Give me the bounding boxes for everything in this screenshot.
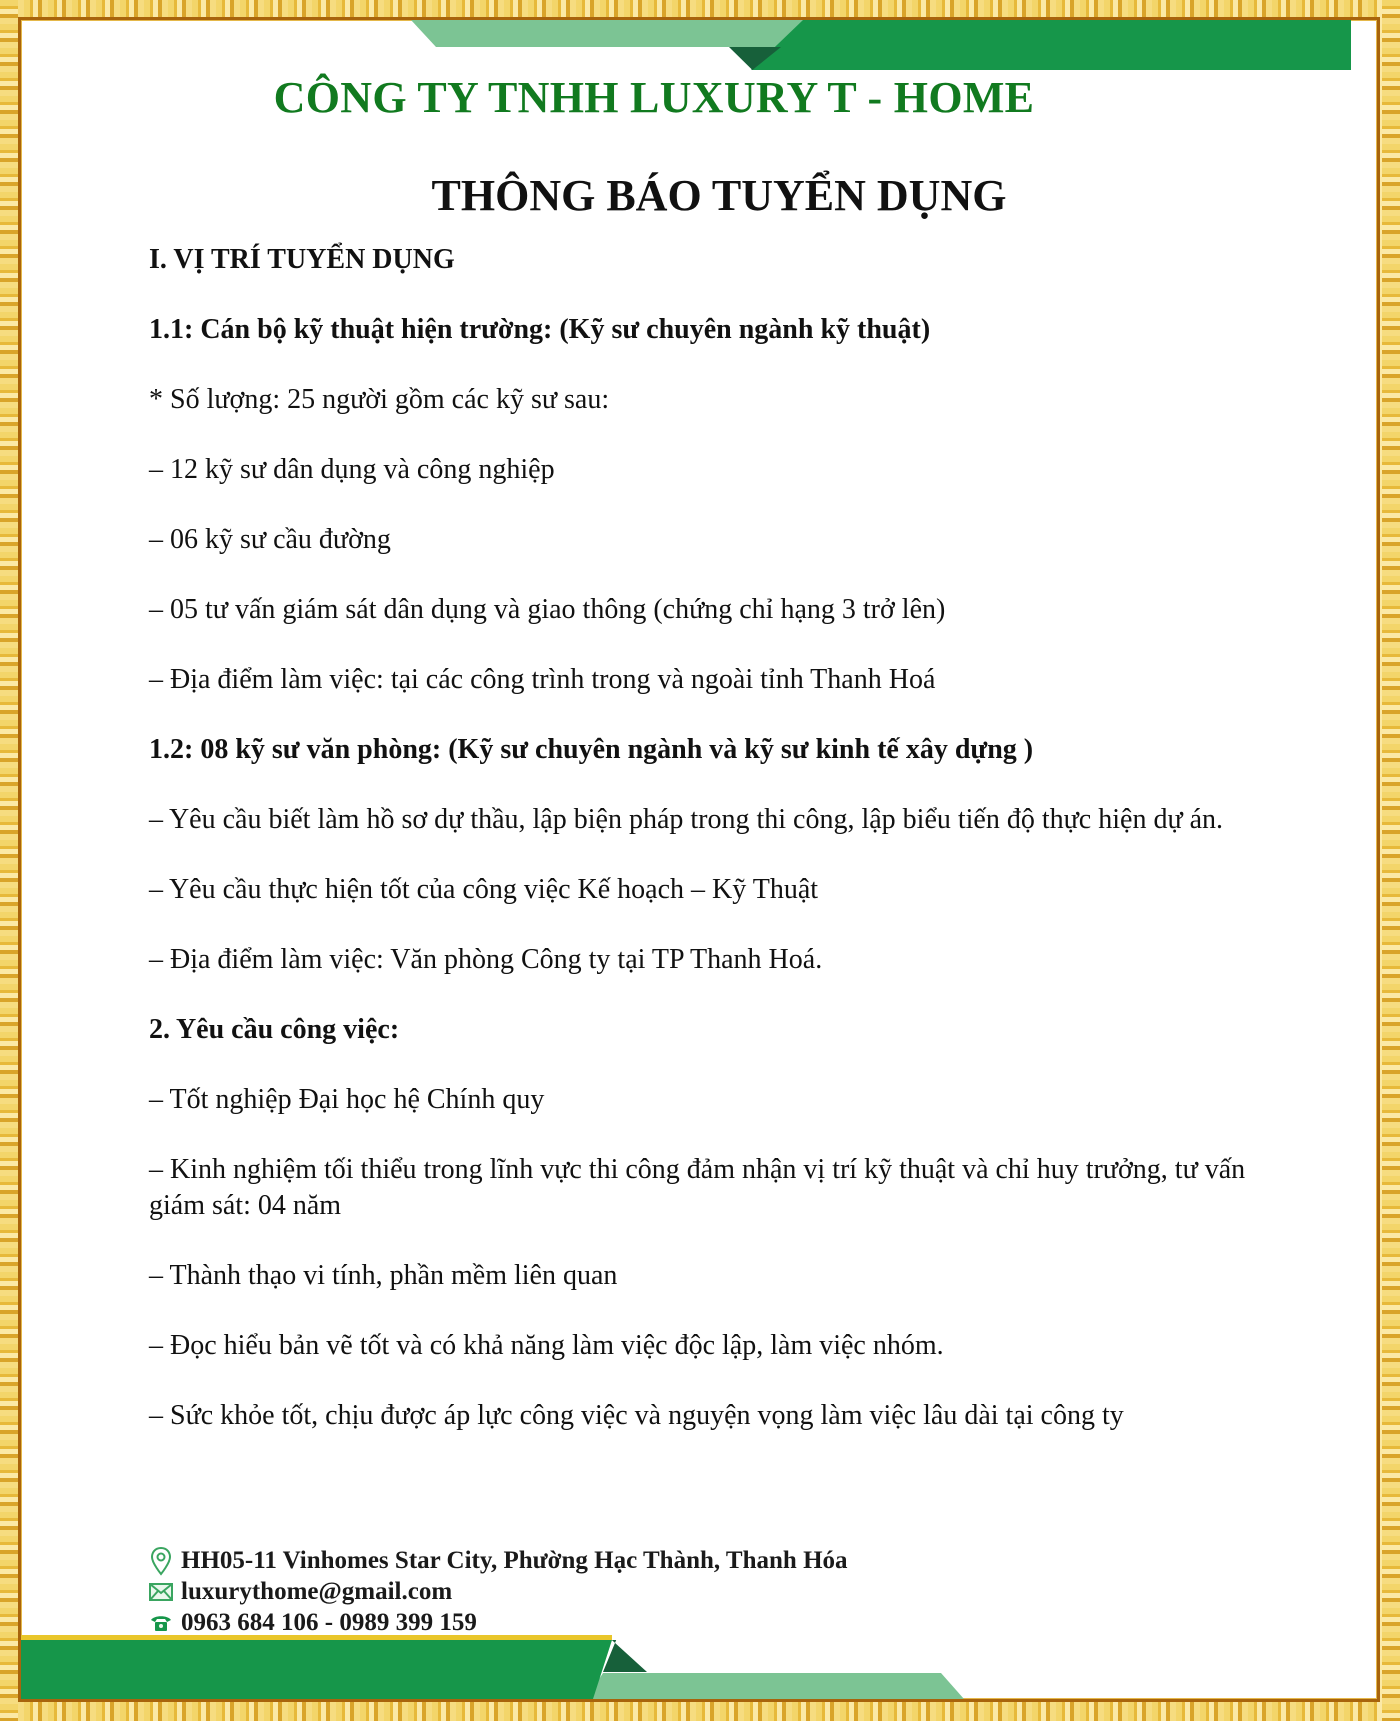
list-item: – 05 tư vấn giám sát dân dụng và giao thông (chứng chỉ hạng 3 trở lên) (149, 594, 946, 625)
list-item: – 12 kỹ sư dân dụng và công nghiệp (149, 454, 555, 485)
bottom-banner-green-stripe (21, 1640, 623, 1699)
contact-email (141, 1576, 848, 1607)
list-item: – Kinh nghiệm tối thiểu trong lĩnh vực thi công đảm nhận vị trí kỹ thuật và chỉ huy trưởng, tư vấn giám sát: 04 năm (149, 1154, 1246, 1221)
list-item: – Địa điểm làm việc: Văn phòng Công ty tại TP Thanh Hoá. (149, 944, 823, 975)
section-heading: 2. Yêu cầu công việc: (149, 1014, 400, 1045)
top-banner-green-stripe (751, 20, 1351, 70)
gold-border-right (1382, 0, 1400, 1721)
email-link[interactable]: luxurythome@gmail.com (181, 1577, 453, 1605)
location-pin-icon (141, 1546, 181, 1576)
gold-border-left (0, 0, 18, 1721)
envelope-icon (141, 1583, 181, 1601)
telephone-icon (141, 1614, 181, 1632)
list-item: – Đọc hiểu bản vẽ tốt và có khả năng làm việc độc lập, làm việc nhóm. (149, 1330, 944, 1361)
phone-numbers[interactable]: 0963 684 106 - 0989 399 159 (181, 1608, 477, 1636)
page-title: THÔNG BÁO TUYỂN DỤNG (431, 171, 1007, 220)
bottom-banner-gold-line (21, 1635, 612, 1640)
bottom-banner-light-stripe (586, 1673, 964, 1699)
document-page (18, 17, 1380, 1702)
company-name: CÔNG TY TNHH LUXURY T - HOME (273, 73, 1035, 122)
address-text: HH05-11 Vinhomes Star City, Phường Hạc Thành, Thanh Hóa (181, 1546, 848, 1574)
subsection-heading: 1.2: 08 kỹ sư văn phòng: (Kỹ sư chuyên ngành và kỹ sư kinh tế xây dựng ) (149, 734, 1034, 765)
contact-address (141, 1545, 848, 1576)
list-item: – Sức khỏe tốt, chịu được áp lực công việc và nguyện vọng làm việc lâu dài tại công ty (149, 1400, 1124, 1431)
document-body (149, 242, 1289, 1434)
list-item: – Địa điểm làm việc: tại các công trình trong và ngoài tỉnh Thanh Hoá (149, 664, 936, 695)
list-item: – 06 kỹ sư cầu đường (149, 524, 391, 555)
list-item: * Số lượng: 25 người gồm các kỹ sư sau: (149, 384, 610, 415)
contact-phone (141, 1607, 848, 1638)
top-banner-light-stripe (411, 20, 811, 47)
list-item: – Yêu cầu biết làm hồ sơ dự thầu, lập biện pháp trong thi công, lập biểu tiến độ thực hiện dự án. (149, 804, 1224, 835)
subsection-heading: 1.1: Cán bộ kỹ thuật hiện trường: (Kỹ sư chuyên ngành kỹ thuật) (149, 314, 931, 345)
section-heading: I. VỊ TRÍ TUYỂN DỤNG (149, 244, 455, 275)
list-item: – Thành thạo vi tính, phần mềm liên quan (149, 1260, 618, 1291)
contact-block (141, 1545, 848, 1638)
list-item: – Tốt nghiệp Đại học hệ Chính quy (149, 1084, 545, 1115)
list-item: – Yêu cầu thực hiện tốt của công việc Kế hoạch – Kỹ Thuật (149, 874, 819, 905)
